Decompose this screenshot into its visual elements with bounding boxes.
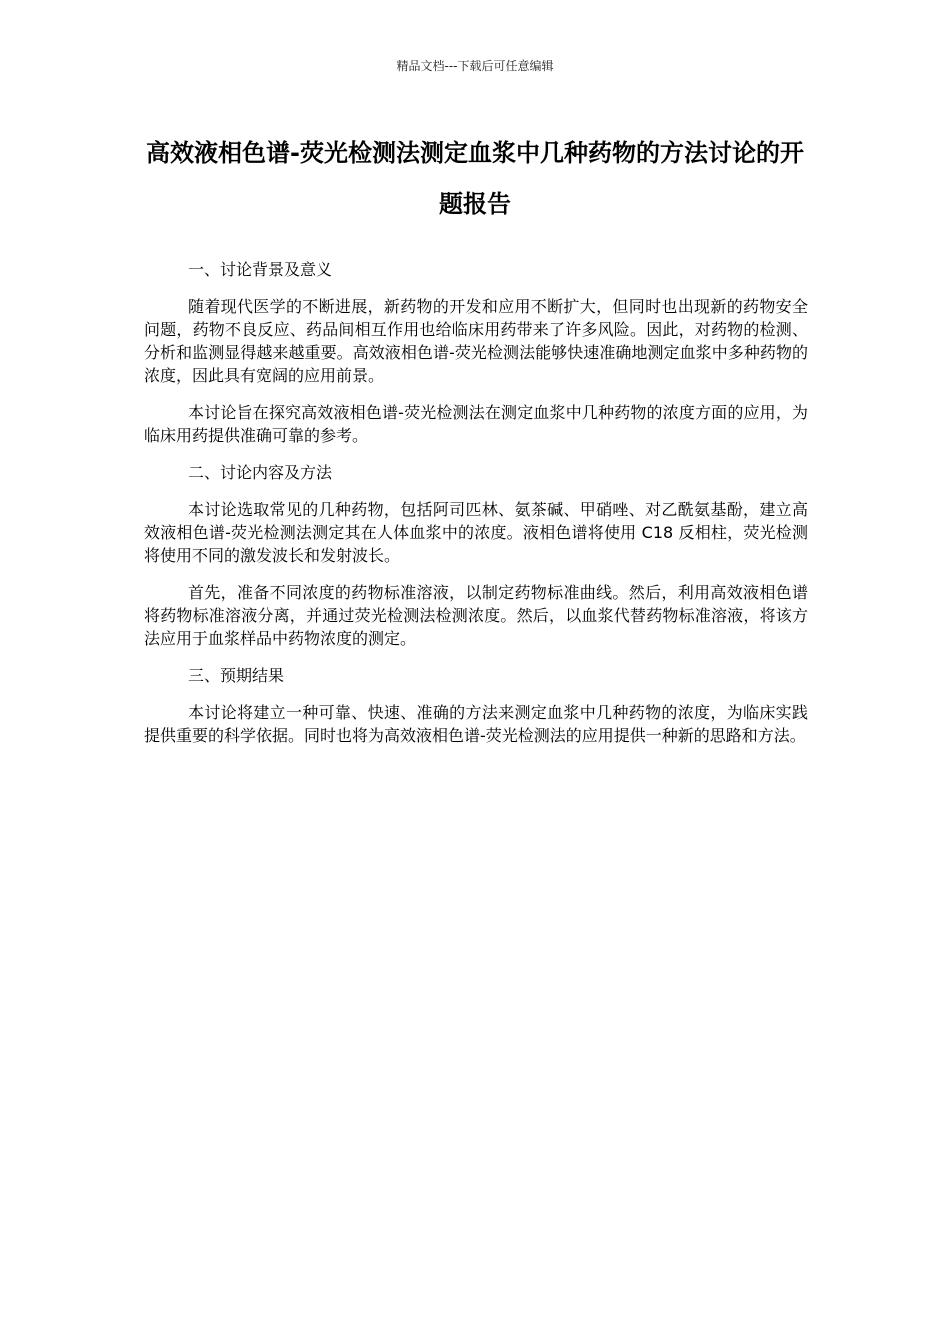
section-heading-content-methods: 二、讨论内容及方法 <box>188 463 333 482</box>
document-body <box>144 258 808 761</box>
section-heading-expected-results: 三、预期结果 <box>188 666 285 685</box>
document-title: 高效液相色谱-荧光检测法测定血浆中几种药物的方法讨论的开题报告 <box>146 139 804 218</box>
section-heading-background: 一、讨论背景及意义 <box>188 260 333 279</box>
paragraph-content-2: 首先，准备不同浓度的药物标准溶液，以制定药物标准曲线。然后，利用高效液相色谱将药物标准溶液分离，并通过荧光检测法检测浓度。然后，以血浆代替药物标准溶液，将该方法应用于血浆样品中药物浓度的测定。 <box>144 583 808 648</box>
page-header: 精品文档---下载后可任意编辑 <box>396 59 554 73</box>
paragraph-results-1: 本讨论将建立一种可靠、快速、准确的方法来测定血浆中几种药物的浓度，为临床实践提供重要的科学依据。同时也将为高效液相色谱-荧光检测法的应用提供一种新的思路和方法。 <box>144 703 808 745</box>
paragraph-background-1: 随着现代医学的不断进展，新药物的开发和应用不断扩大，但同时也出现新的药物安全问题，药物不良反应、药品间相互作用也给临床用药带来了许多风险。因此，对药物的检测、分析和监测显得越来越重要。高效液相色谱-荧光检测法能够快速准确地测定血浆中多种药物的浓度，因此具有宽阔的应用前景。 <box>144 297 808 385</box>
paragraph-background-2: 本讨论旨在探究高效液相色谱-荧光检测法在测定血浆中几种药物的浓度方面的应用，为临床用药提供准确可靠的参考。 <box>144 403 808 445</box>
paragraph-content-1: 本讨论选取常见的几种药物，包括阿司匹林、氨茶碱、甲硝唑、对乙酰氨基酚，建立高效液相色谱-荧光检测法测定其在人体血浆中的浓度。液相色谱将使用 C18 反相柱，荧光检测将使用不同的激发波长和发射波长。 <box>144 500 808 565</box>
